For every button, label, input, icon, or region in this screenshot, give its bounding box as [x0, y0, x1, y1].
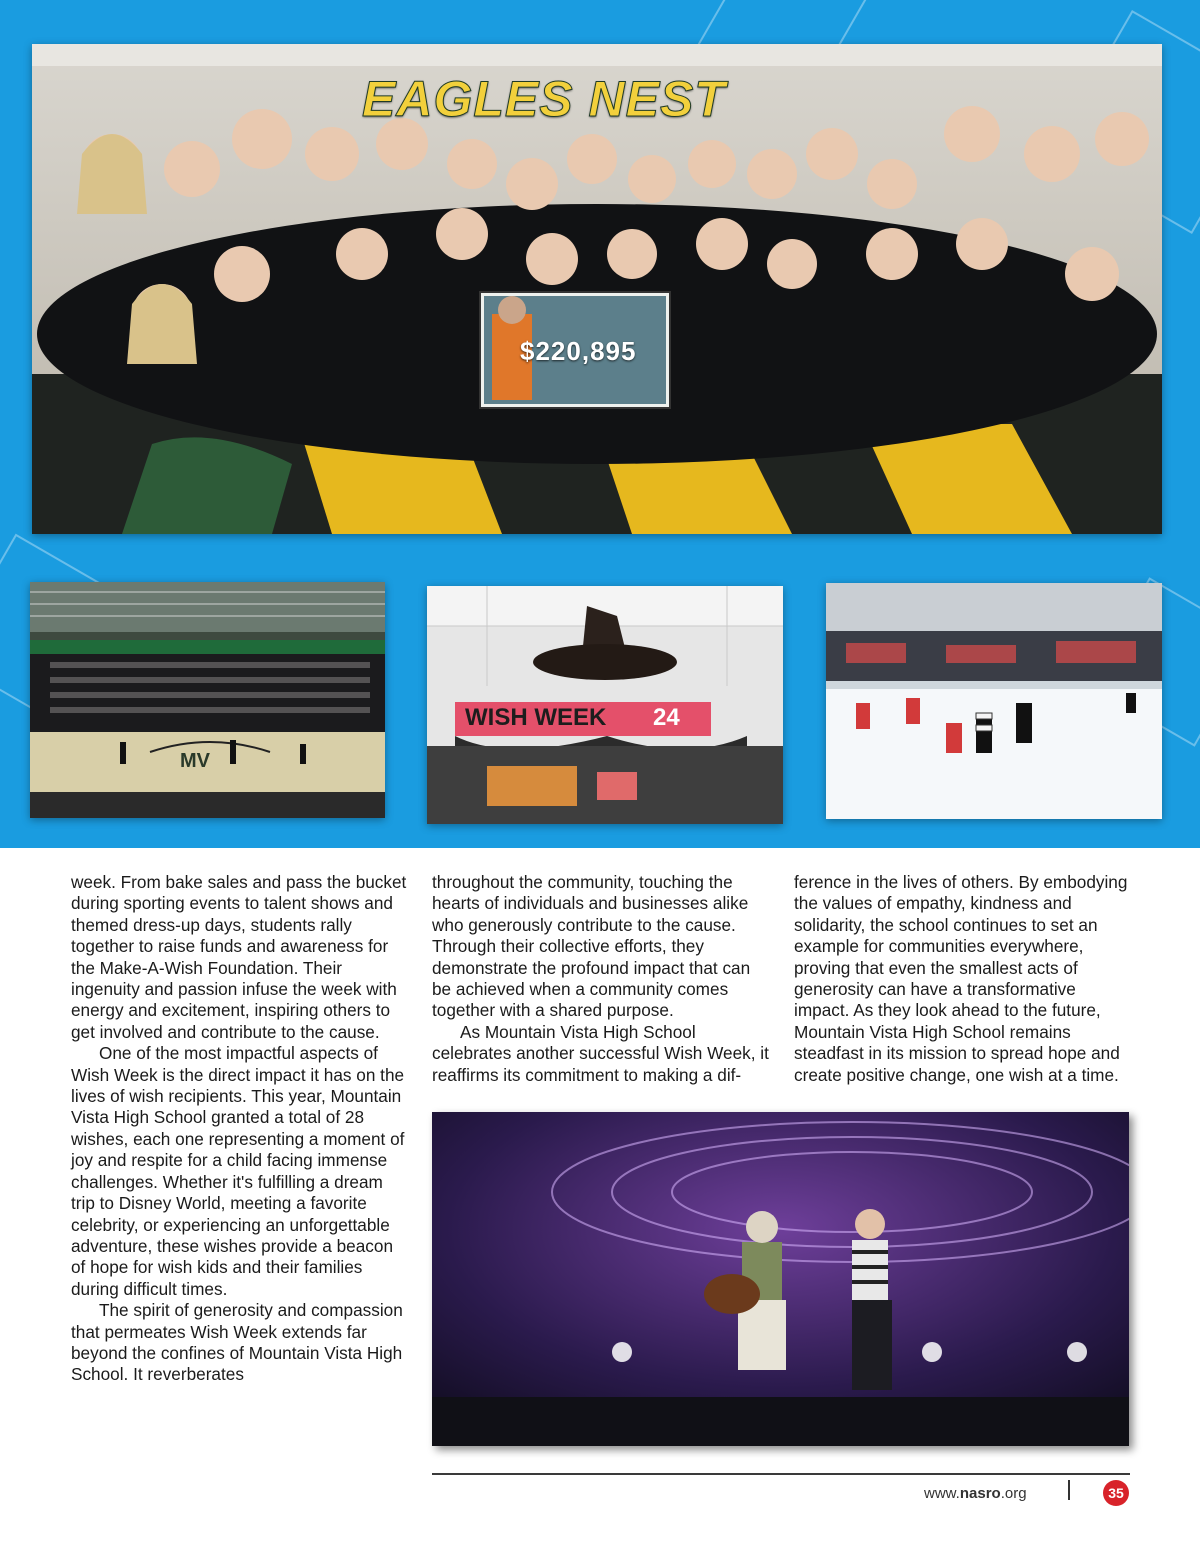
check-amount: $220,895 — [520, 336, 637, 366]
basketball-illustration — [30, 582, 385, 818]
url-suffix: .org — [1000, 1485, 1027, 1502]
hockey-illustration — [826, 583, 1162, 819]
wish-week-banner-text: WISH WEEK — [465, 704, 607, 731]
article-column-2 — [432, 872, 770, 1086]
concert-stage-photo — [432, 1112, 1129, 1446]
article-paragraph: The spirit of generosity and compassion that permeates Wish Week extends far beyond the confines of Mountain Vista High School. It reverberates — [71, 1300, 403, 1385]
page-number-badge: 35 — [1103, 1480, 1129, 1506]
wish-week-hallway-photo — [427, 586, 783, 824]
footer-divider — [432, 1473, 1130, 1475]
wish-week-banner-year: 24 — [653, 704, 680, 731]
footer-website[interactable] — [924, 1485, 1027, 1502]
article-paragraph: One of the most impactful aspects of Wish Week is the direct impact it has on the lives of wish recipients. This year, Mountain Vista High School granted a total of 28 wishes, each one representing a moment of joy and respite for a child facing immense challenges. Whether it's fulfilling a dream trip to Disney World, meeting a favorite celebrity, or experiencing an unforgettable adventure, these wishes provide a beacon of hope for wish kids and their families during difficult times. — [71, 1043, 405, 1299]
url-domain: nasro — [959, 1485, 1001, 1502]
hockey-game-photo — [826, 583, 1162, 819]
article-paragraph: week. From bake sales and pass the bucket during sporting events to talent shows and themed dress-up days, students rally together to raise funds and awareness for the Make-A-Wish Foundation. Their ingenuity and passion infuse the week with energy and excitement, inspiring others to get involved and contribute to the cause. — [71, 872, 407, 1042]
gym-wall-sign: EAGLES NEST — [362, 71, 726, 127]
basketball-game-photo — [30, 582, 385, 818]
article-paragraph: throughout the community, touching the hearts of individuals and businesses alike who generously contribute to the cause. Through their collective efforts, they demonstrate the profound impact that can be achieved when a community comes together with a shared purpose. — [432, 872, 751, 1021]
concert-illustration — [432, 1112, 1129, 1446]
article-paragraph: As Mountain Vista High School celebrates another successful Wish Week, it reaffirms its commitment to making a dif- — [432, 1021, 769, 1085]
article-column-3 — [794, 872, 1134, 1086]
main-group-photo — [32, 44, 1162, 534]
svg-text:MV: MV — [180, 750, 210, 772]
url-prefix: www. — [924, 1485, 960, 1502]
article-paragraph: ference in the lives of others. By embodying the values of empathy, kindness and solidarity, the school continues to set an example for communities everywhere, proving that even the smallest acts of generosity can have a transformative impact. As they look ahead to the future, Mountain Vista High School remains steadfast in its mission to spread hope and create positive change, one wish at a time. — [794, 872, 1128, 1085]
footer-separator — [1068, 1480, 1070, 1500]
article-column-1 — [71, 872, 411, 1386]
